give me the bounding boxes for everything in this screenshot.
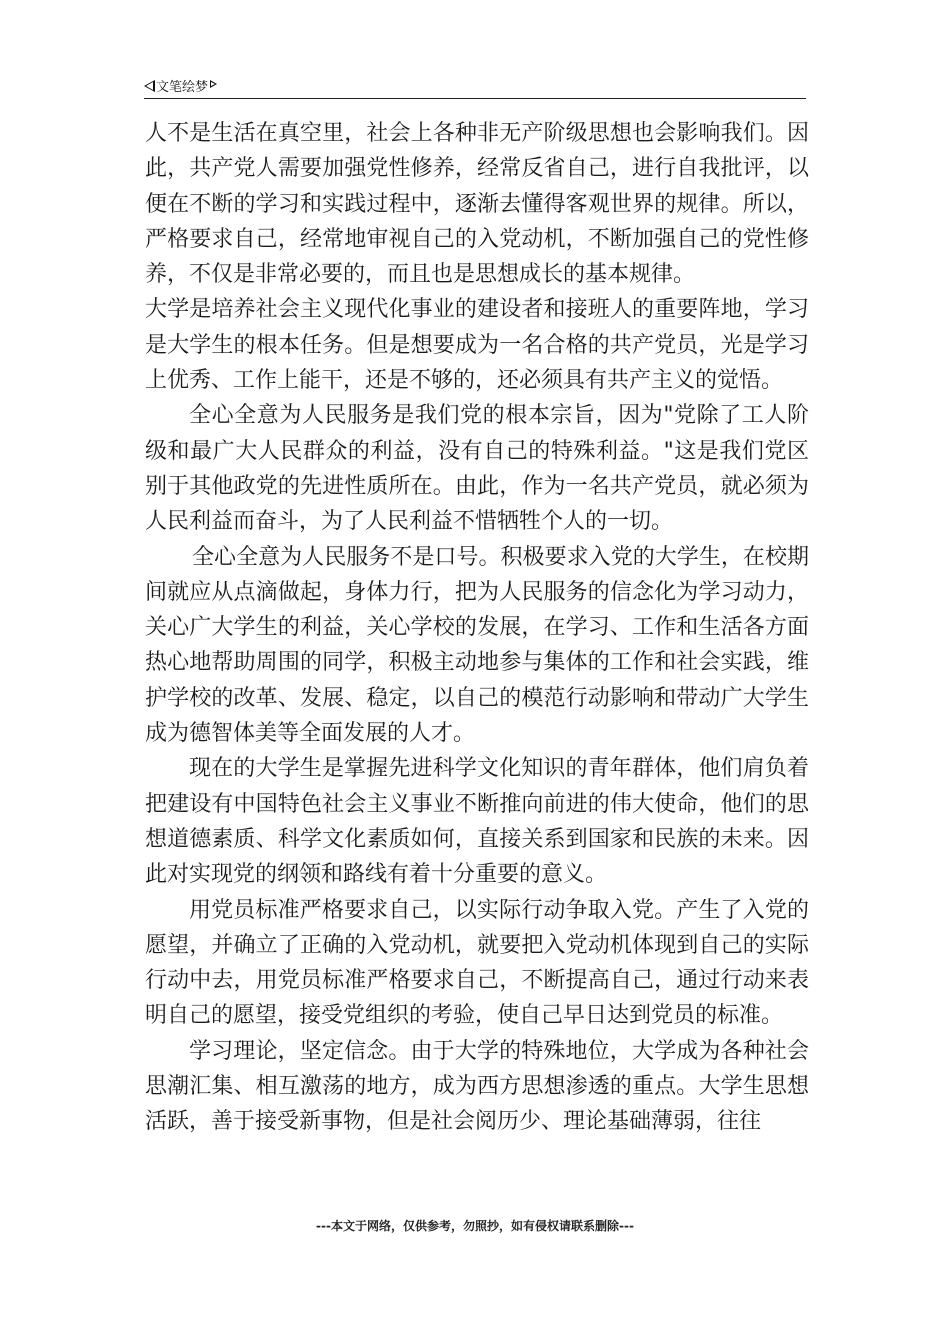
document-body [145, 116, 809, 1140]
paragraph-1: 人不是生活在真空里，社会上各种非无产阶级思想也会影响我们。因此，共产党人需要加强党性修养，经常反省自己，进行自我批评，以便在不断的学习和实践过程中，逐渐去懂得客观世界的规律。所以，严格要求自己，经常地审视自己的入党动机，不断加强自己的党性修养，不仅是非常必要的，而且也是思想成长的基本规律。 [145, 121, 809, 288]
paragraph-7: 学习理论，坚定信念。由于大学的特殊地位，大学成为各种社会思潮汇集、相互激荡的地方，成为西方思想渗透的重点。大学生思想活跃，善于接受新事物，但是社会阅历少、理论基础薄弱，往往 [145, 1038, 809, 1135]
paragraph-5: 现在的大学生是掌握先进科学文化知识的青年群体，他们肩负着把建设有中国特色社会主义事业不断推向前进的伟大使命，他们的思想道德素质、科学文化素质如何，直接关系到国家和民族的未来。因此对实现党的纲领和路线有着十分重要的意义。 [145, 756, 809, 888]
paragraph-6: 用党员标准严格要求自己，以实际行动争取入党。产生了入党的愿望，并确立了正确的入党动机，就要把入党动机体现到自己的实际行动中去，用党员标准严格要求自己，不断提高自己，通过行动来表明自己的愿望，接受党组织的考验，使自己早日达到党员的标准。 [145, 897, 809, 1029]
paragraph-4: 全心全意为人民服务不是口号。积极要求入党的大学生，在校期间就应从点滴做起，身体力行，把为人民服务的信念化为学习动力，关心广大学生的利益，关心学校的发展，在学习、工作和生活各方面热心地帮助周围的同学，积极主动地参与集体的工作和社会实践，维护学校的改革、发展、稳定，以自己的模范行动影响和带动广大学生成为德智体美等全面发展的人才。 [145, 544, 809, 747]
paragraph-2: 大学是培养社会主义现代化事业的建设者和接班人的重要阵地，学习是大学生的根本任务。但是想要成为一名合格的共产党员，光是学习上优秀、工作上能干，还是不够的，还必须具有共产主义的觉悟。 [145, 297, 809, 394]
paragraph-3: 全心全意为人民服务是我们党的根本宗旨，因为"党除了工人阶级和最广大人民群众的利益，没有自己的特殊利益。"这是我们党区别于其他政党的先进性质所在。由此，作为一名共产党员，就必须为人民利益而奋斗，为了人民利益不惜牺牲个人的一切。 [145, 403, 809, 535]
page-footer: ---本文于网络，仅供参考，勿照抄，如有侵权请联系删除--- [316, 1219, 634, 1233]
page-header [144, 74, 806, 99]
header-title-group [144, 76, 217, 95]
left-triangle-icon [144, 80, 155, 92]
right-triangle-icon [210, 80, 217, 88]
header-title: 文笔绘梦 [156, 80, 209, 95]
